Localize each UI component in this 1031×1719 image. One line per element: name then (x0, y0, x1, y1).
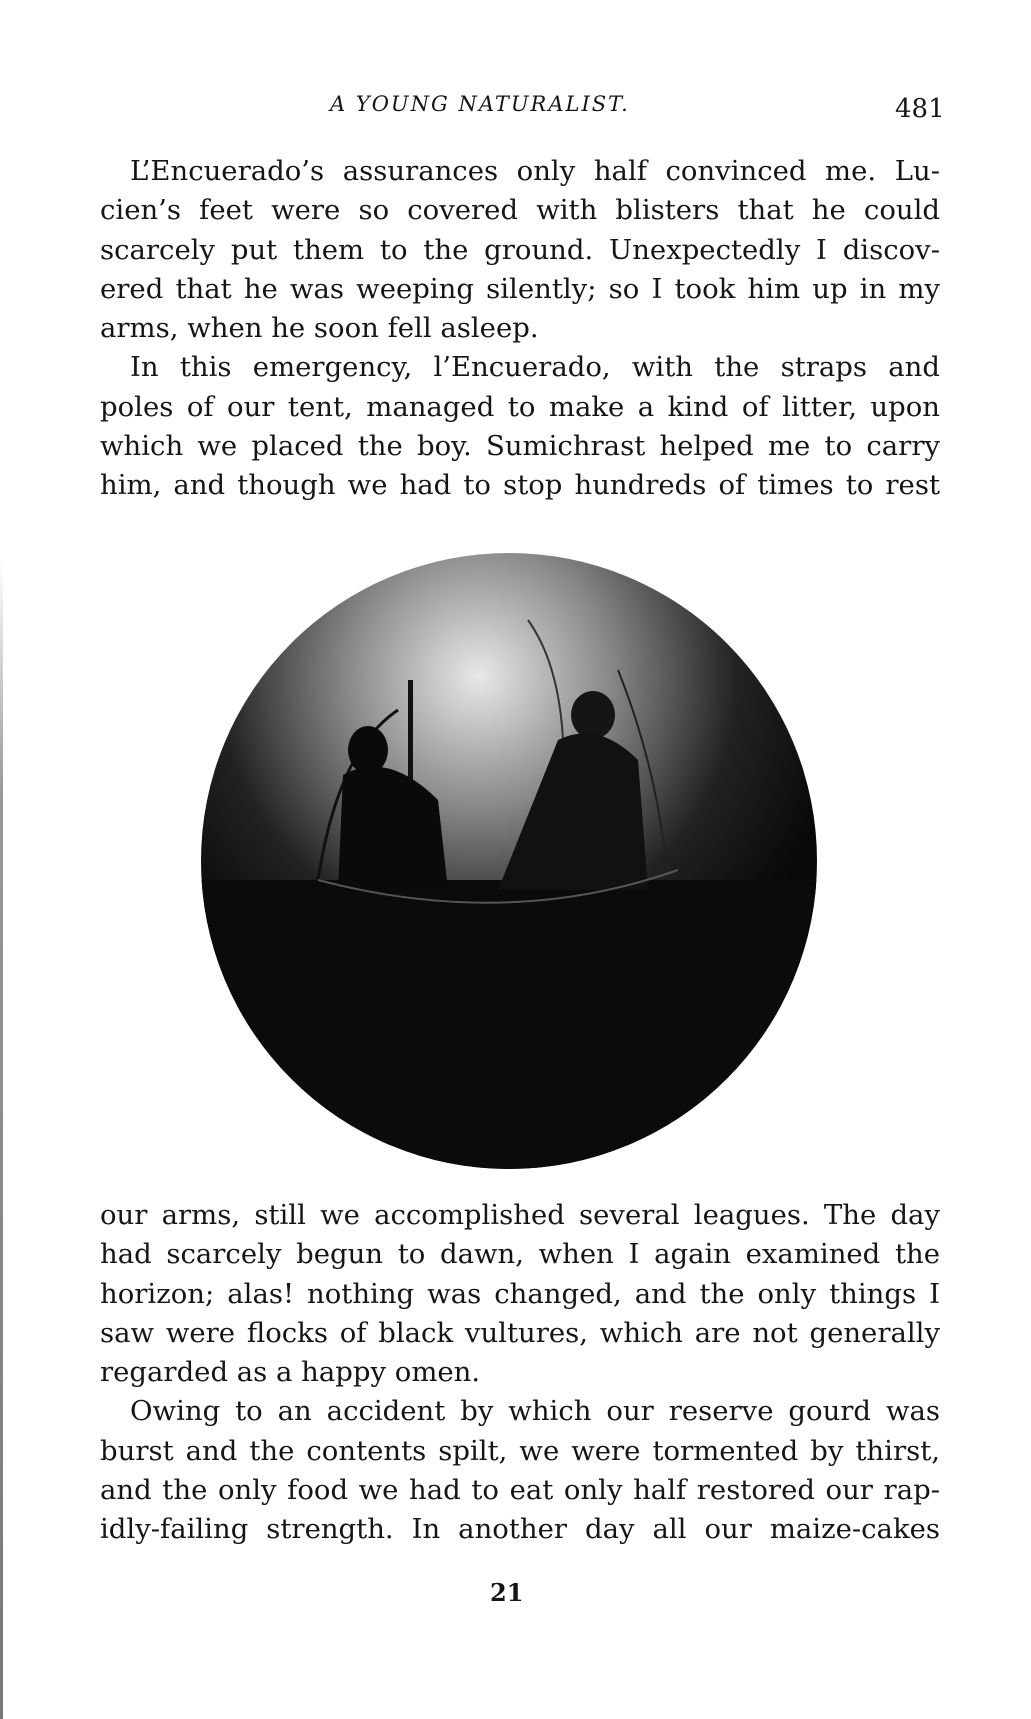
text-line: ered that he was weeping silently; so I took him up in my (100, 272, 940, 305)
text-line: our arms, still we accomplished several leagues. The day (100, 1199, 940, 1231)
text-block-bottom (100, 1196, 940, 1550)
text-line: saw were flocks of black vultures, which are not generally (100, 1316, 940, 1349)
text-line: horizon; alas! nothing was changed, and the only things I (100, 1277, 940, 1310)
text-line: him, and though we had to stop hundreds of times to rest (100, 469, 940, 502)
running-title: A YOUNG NATURALIST. (330, 92, 630, 116)
text-line: arms, when he soon fell asleep. (100, 312, 539, 345)
text-block-top (100, 152, 940, 506)
text-line: idly-failing strength. In another day all our maize-cakes (100, 1513, 940, 1546)
running-header (0, 92, 1031, 128)
text-line: which we placed the boy. Sumichrast helped me to carry (100, 430, 940, 463)
page-number: 481 (895, 94, 945, 124)
text-line: had scarcely begun to dawn, when I again examined the (100, 1238, 940, 1271)
text-line: poles of our tent, managed to make a kind of litter, upon (100, 390, 940, 423)
signature-mark: 21 (490, 1578, 524, 1607)
text-line: L’Encuerado’s assurances only half convinced me. Lu- (130, 155, 940, 187)
illustration-circular-engraving (198, 550, 820, 1172)
page-edge (0, 560, 3, 1719)
text-line: scarcely put them to the ground. Unexpectedly I discov- (100, 233, 940, 266)
text-line: cien’s feet were so covered with blisters that he could (100, 194, 940, 227)
text-line: In this emergency, l’Encuerado, with the straps and (130, 351, 940, 384)
text-line: burst and the contents spilt, we were tormented by thirst, (100, 1434, 940, 1467)
text-line: Owing to an accident by which our reserve gourd was (130, 1395, 940, 1428)
text-line: regarded as a happy omen. (100, 1356, 481, 1389)
text-line: and the only food we had to eat only half restored our rap- (100, 1474, 940, 1507)
